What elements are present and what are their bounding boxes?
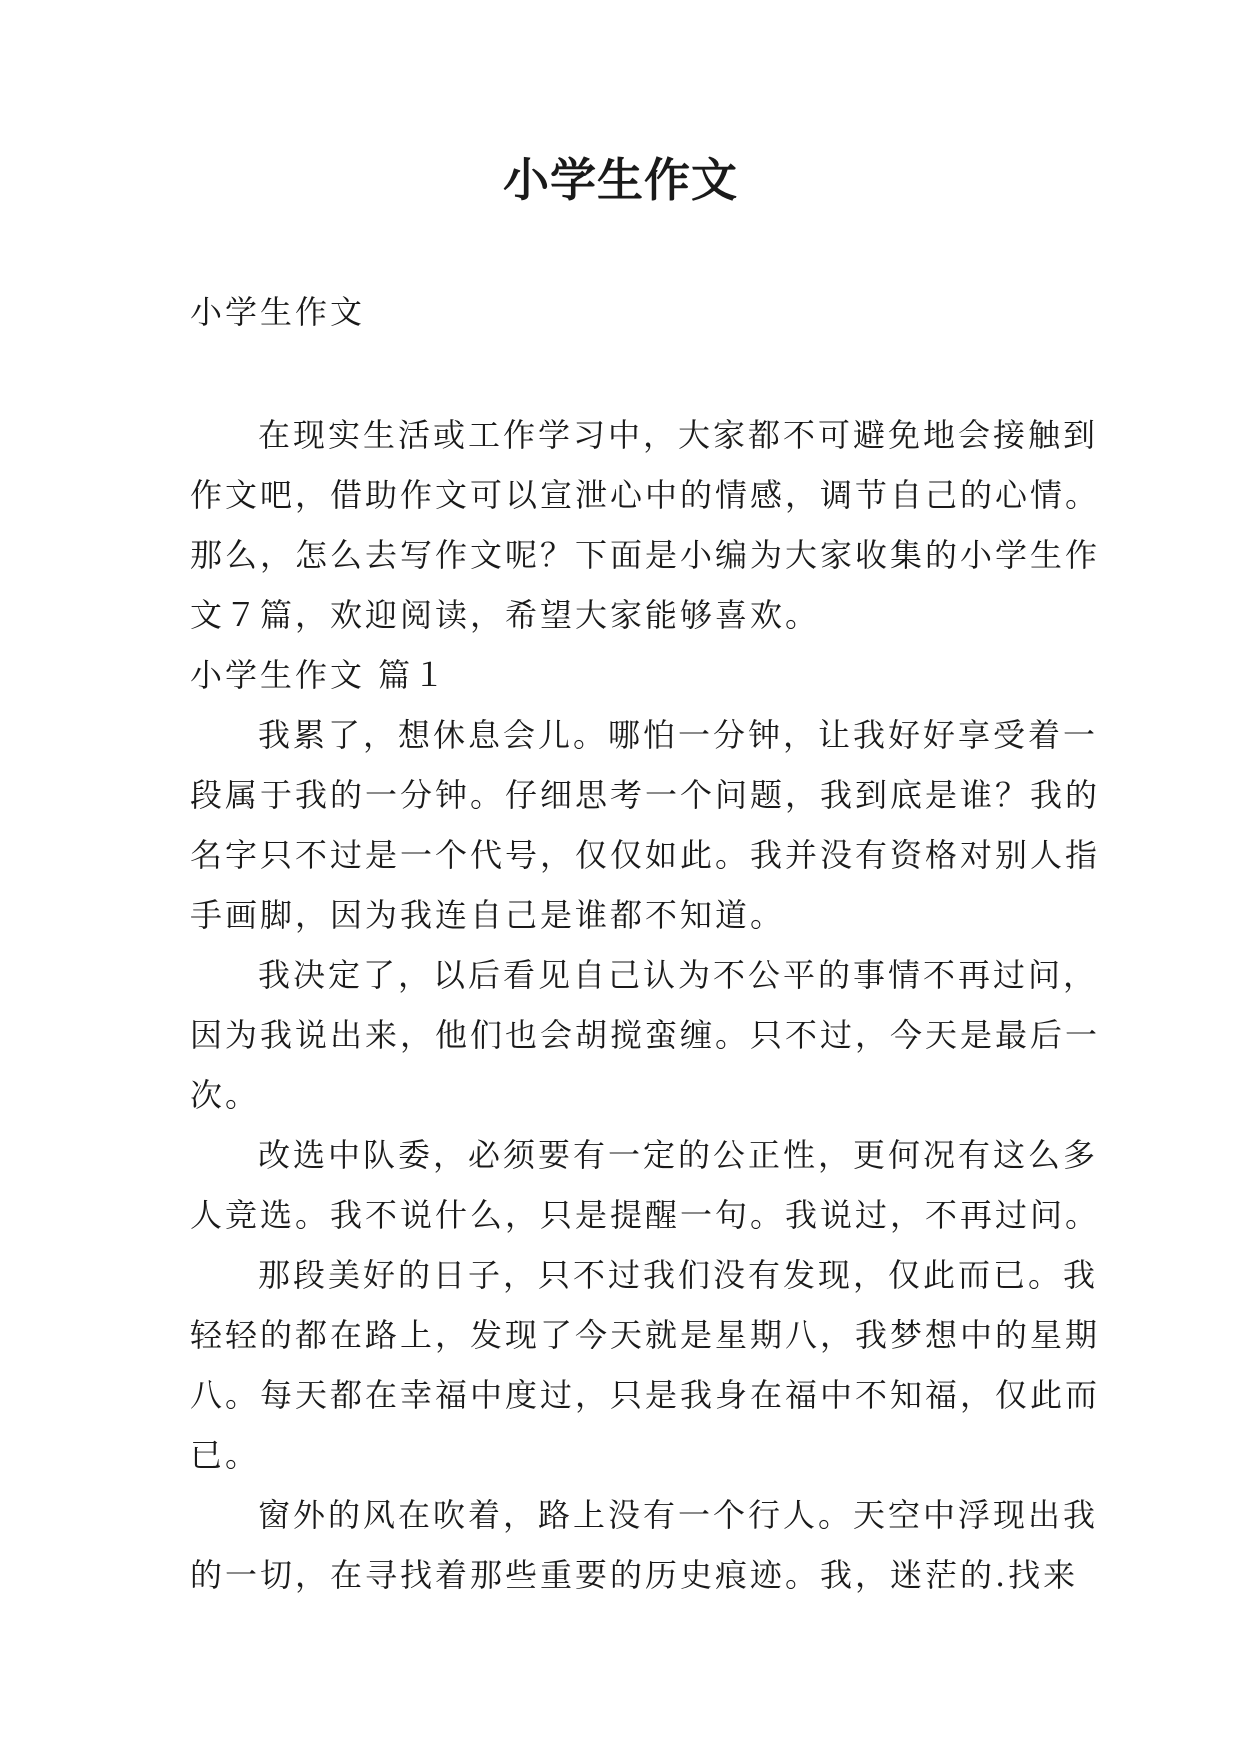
page-title: 小学生作文 [503, 153, 738, 207]
body-line: 次。 [190, 1076, 261, 1114]
body-line: 名字只不过是一个代号，仅仅如此。我并没有资格对别人指 [190, 836, 1101, 874]
body-line: 八。每天都在幸福中度过，只是我身在福中不知福，仅此而 [190, 1376, 1101, 1414]
body-line: 在现实生活或工作学习中，大家都不可避免地会接触到 [258, 416, 1099, 454]
body-line: 窗外的风在吹着，路上没有一个行人。天空中浮现出我 [258, 1496, 1099, 1534]
body-line: 段属于我的一分钟。仔细思考一个问题，我到底是谁？我的 [190, 776, 1101, 814]
body-line: 我决定了，以后看见自己认为不公平的事情不再过问， [258, 956, 1099, 994]
body-line: 那么，怎么去写作文呢？下面是小编为大家收集的小学生作 [190, 536, 1101, 574]
body-text [190, 405, 1101, 1605]
body-line: 文７篇，欢迎阅读，希望大家能够喜欢。 [190, 596, 821, 634]
body-line: 的一切，在寻找着那些重要的历史痕迹。我，迷茫的.找来 [190, 1556, 1079, 1594]
body-line: 我累了，想休息会儿。哪怕一分钟，让我好好享受着一 [258, 716, 1099, 754]
body-line: 作文吧，借助作文可以宣泄心中的情感，调节自己的心情。 [190, 476, 1101, 514]
body-line: 手画脚，因为我连自己是谁都不知道。 [190, 896, 786, 934]
body-line: 已。 [190, 1436, 261, 1474]
section-heading: 小学生作文 篇１ [190, 656, 449, 694]
document-subtitle: 小学生作文 [190, 293, 366, 331]
body-line: 轻轻的都在路上，发现了今天就是星期八，我梦想中的星期 [190, 1316, 1101, 1354]
body-line: 因为我说出来，他们也会胡搅蛮缠。只不过，今天是最后一 [190, 1016, 1101, 1054]
body-line: 人竞选。我不说什么，只是提醒一句。我说过，不再过问。 [190, 1196, 1101, 1234]
body-line: 改选中队委，必须要有一定的公正性，更何况有这么多 [258, 1136, 1099, 1174]
body-line: 那段美好的日子，只不过我们没有发现，仅此而已。我 [258, 1256, 1099, 1294]
